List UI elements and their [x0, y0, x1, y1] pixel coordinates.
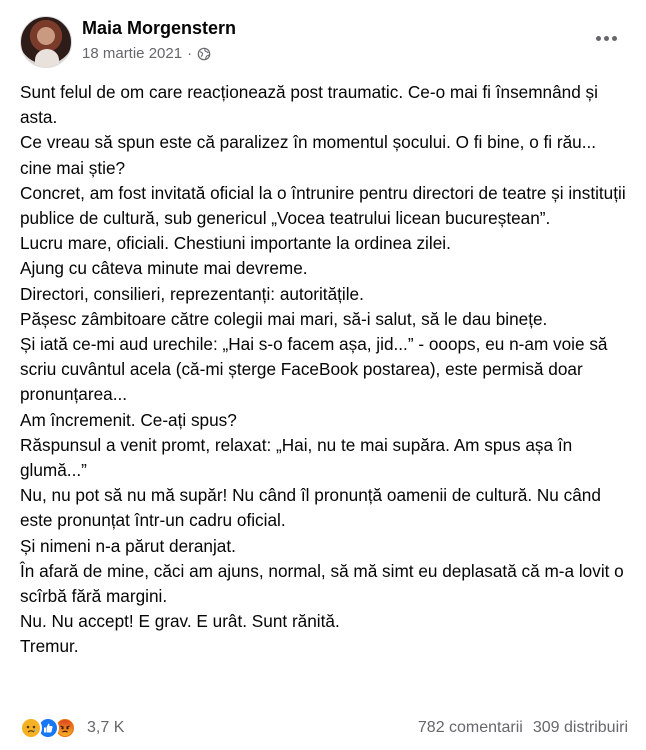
post-paragraph: Am încremenit. Ce-ați spus? [20, 409, 237, 430]
post-paragraph: Răspunsul a venit promt, relaxat: „Hai, nu te mai supăra. Am spus așa în glumă...” [20, 434, 573, 481]
post-paragraph: În afară de mine, căci am ajuns, normal, să mă simt eu deplasată că m-a lovit o scîrbă fără margini. [20, 560, 624, 607]
post-text [20, 80, 632, 660]
more-dot [604, 36, 609, 41]
more-dot [612, 36, 617, 41]
post-footer [20, 714, 628, 742]
author-name[interactable]: Maia Morgenstern [82, 18, 237, 38]
post-date[interactable]: 18 martie 2021 [82, 45, 183, 62]
post-paragraph: Nu. Nu accept! E grav. E urât. Sunt rănită. [20, 611, 340, 632]
post-paragraph: Pășesc zâmbitoare către colegii mai mari, să-i salut, să le dau binețe. [20, 308, 548, 329]
post-paragraph: Directori, consilieri, reprezentanți: autoritățile. [20, 283, 364, 304]
post-paragraph: Lucru mare, oficiali. Chestiuni importante la ordinea zilei. [20, 233, 451, 254]
comments-link[interactable]: 782 comentarii [417, 719, 523, 736]
post-paragraph: Ajung cu câteva minute mai devreme. [20, 258, 308, 279]
reaction-count[interactable]: 3,7 K [87, 719, 125, 736]
post-paragraph: Și iată ce-mi aud urechile: „Hai s-o facem așa, jid...” - ooops, eu n-am voie să scriu cuvântul acela (că-mi șterge FaceBook postarea), este permisă doar pronunțarea... [20, 334, 608, 405]
post-meta [82, 45, 211, 62]
reactions-summary[interactable] [20, 717, 71, 739]
more-options-button[interactable] [590, 26, 622, 50]
post-stats [418, 719, 628, 737]
post-paragraph: Și nimeni n-a părut deranjat. [20, 535, 236, 556]
meta-separator: · [187, 45, 193, 62]
shares-link[interactable]: 309 distribuiri [532, 719, 628, 736]
post-paragraph: Ce vreau să spun este că paralizez în momentul șocului. O fi bine, o fi rău... cine mai știe? [20, 132, 597, 178]
post-paragraph: Nu, nu pot să nu mă supăr! Nu când îl pronunță oamenii de cultură. Nu când este pronunțat într-un cadru oficial. [20, 485, 601, 531]
post-paragraph: Sunt felul de om care reacționează post traumatic. Ce-o mai fi însemnând și asta. [20, 82, 598, 128]
sad-reaction-icon [20, 717, 42, 739]
more-horizontal-icon [596, 36, 601, 41]
post-paragraph: Concret, am fost invitată oficial la o întrunire pentru directori de teatre și instituții publice de cultură, sub genericul „Vocea teatrului licean bucureștean”. [20, 182, 626, 229]
post-header [20, 14, 630, 70]
globe-icon[interactable] [197, 47, 211, 61]
author-avatar[interactable] [20, 16, 72, 68]
post-paragraph: Tremur. [20, 636, 79, 657]
